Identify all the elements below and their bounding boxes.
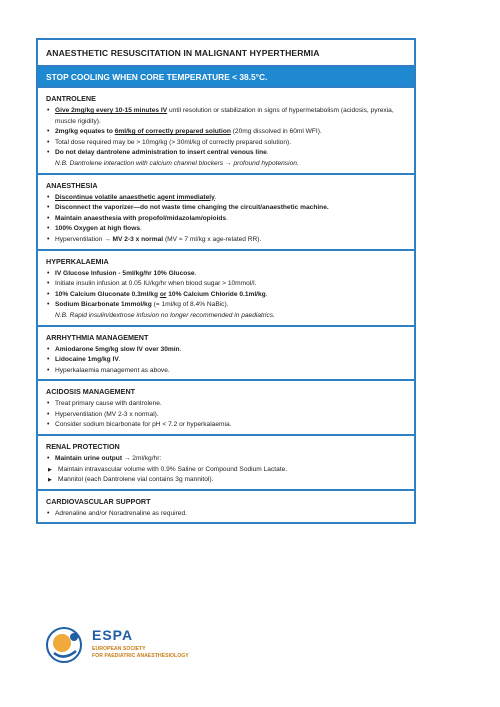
section-list <box>46 509 406 520</box>
note-item: N.B. Dantrolene interaction with calcium channel blockers → profound hypotension. <box>55 159 299 167</box>
section-list <box>46 345 406 377</box>
list-item: • Lidocaine 1mg/kg IV. <box>46 355 406 366</box>
section-hyperkalaemia <box>38 251 414 327</box>
section-anaesthesia <box>38 175 414 251</box>
list-item: • Maintain urine output → 2ml/kg/hr: <box>46 454 406 465</box>
list-item: • Treat primary cause with dantrolene. <box>46 399 406 410</box>
section-list <box>46 106 406 170</box>
list-item: • Do not delay dantrolene administration to insert central venous line. <box>46 148 406 159</box>
list-item: • Discontinue volatile anaesthetic agent immediately. <box>46 193 406 204</box>
list-item: • Maintain anaesthesia with propofol/midazolam/opioids. <box>46 214 406 225</box>
section-dantrolene <box>38 88 414 175</box>
page-title: ANAESTHETIC RESUSCITATION IN MALIGNANT HYPERTHERMIA <box>38 40 414 67</box>
list-item: • 2mg/kg equates to 6ml/kg of correctly prepared solution (20mg dissolved in 60ml WFI). <box>46 127 406 138</box>
list-item: • Adrenaline and/or Noradrenaline as required. <box>46 509 406 520</box>
list-item: • 10% Calcium Gluconate 0.3ml/kg or 10% Calcium Chloride 0.1ml/kg. <box>46 290 406 301</box>
list-item: • Amiodarone 5mg/kg slow IV over 30min. <box>46 345 406 356</box>
section-list <box>46 269 406 322</box>
list-item: • Sodium Bicarbonate 1mmol/kg (= 1ml/kg of 8.4% NaBic). <box>46 300 406 311</box>
list-item: • Initiate insulin infusion at 0.05 IU/kg/hr when blood sugar > 10mmol/l. <box>46 279 406 290</box>
stop-cooling-banner: STOP COOLING WHEN CORE TEMPERATURE < 38.5°C. <box>38 67 414 88</box>
espa-logo <box>44 625 244 675</box>
section-heading: ARRHYTHMIA MANAGEMENT <box>46 332 149 342</box>
logo-subtitle-line2: FOR PAEDIATRIC ANAESTHESIOLOGY <box>92 653 189 659</box>
logo-subtitle-line1: EUROPEAN SOCIETY <box>92 646 146 652</box>
list-item: • IV Glucose Infusion - 5ml/kg/hr 10% Glucose. <box>46 269 406 280</box>
section-heading: RENAL PROTECTION <box>46 442 120 452</box>
list-item: • Disconnect the vaporizer—do not waste time changing the circuit/anaesthetic machine. <box>46 203 406 214</box>
section-cardiovascular-support <box>38 491 414 523</box>
sub-list-item: ▶ Mannitol (each Dantrolene vial contains 3g mannitol). <box>46 475 406 486</box>
list-item: • Total dose required may be > 10mg/kg (> 30ml/kg of correctly prepared solution). <box>46 138 406 149</box>
list-item: • Hyperkalaemia management as above. <box>46 366 406 377</box>
section-heading: CARDIOVASCULAR SUPPORT <box>46 496 151 506</box>
section-heading: ACIDOSIS MANAGEMENT <box>46 387 136 397</box>
espa-logo-icon <box>44 625 88 667</box>
protocol-sections <box>38 88 414 522</box>
mh-protocol-card <box>36 38 416 524</box>
logo-name: ESPA <box>92 627 134 643</box>
section-heading: DANTROLENE <box>46 94 96 103</box>
list-item: • Hyperventilation → MV 2-3 x normal (MV ≈ 7 ml/kg x age-related RR). <box>46 235 406 246</box>
section-acidosis-management <box>38 381 414 436</box>
section-arrhythmia-management <box>38 327 414 382</box>
logo-subtitle <box>92 646 189 660</box>
section-list <box>46 193 406 246</box>
section-heading: ANAESTHESIA <box>46 180 98 190</box>
list-item: • Give 2mg/kg every 10-15 minutes IV until resolution or stabilization in signs of hypermetabolism (acidosis, pyrexia, muscle rigidity). <box>46 106 406 127</box>
list-item: • Consider sodium bicarbonate for pH < 7.2 or hyperkalaemia. <box>46 420 406 431</box>
sub-list-item: ▶ Maintain intravascular volume with 0.9% Saline or Compound Sodium Lactate. <box>46 465 406 476</box>
list-item: • 100% Oxygen at high flows. <box>46 224 406 235</box>
section-heading: HYPERKALAEMIA <box>46 256 109 266</box>
list-item: • Hyperventilation (MV 2-3 x normal). <box>46 410 406 421</box>
section-renal-protection <box>38 436 414 491</box>
section-list <box>46 454 406 486</box>
section-list <box>46 399 406 431</box>
note-item: N.B. Rapid insulin/dextrose infusion no longer recommended in paediatrics. <box>55 311 275 319</box>
